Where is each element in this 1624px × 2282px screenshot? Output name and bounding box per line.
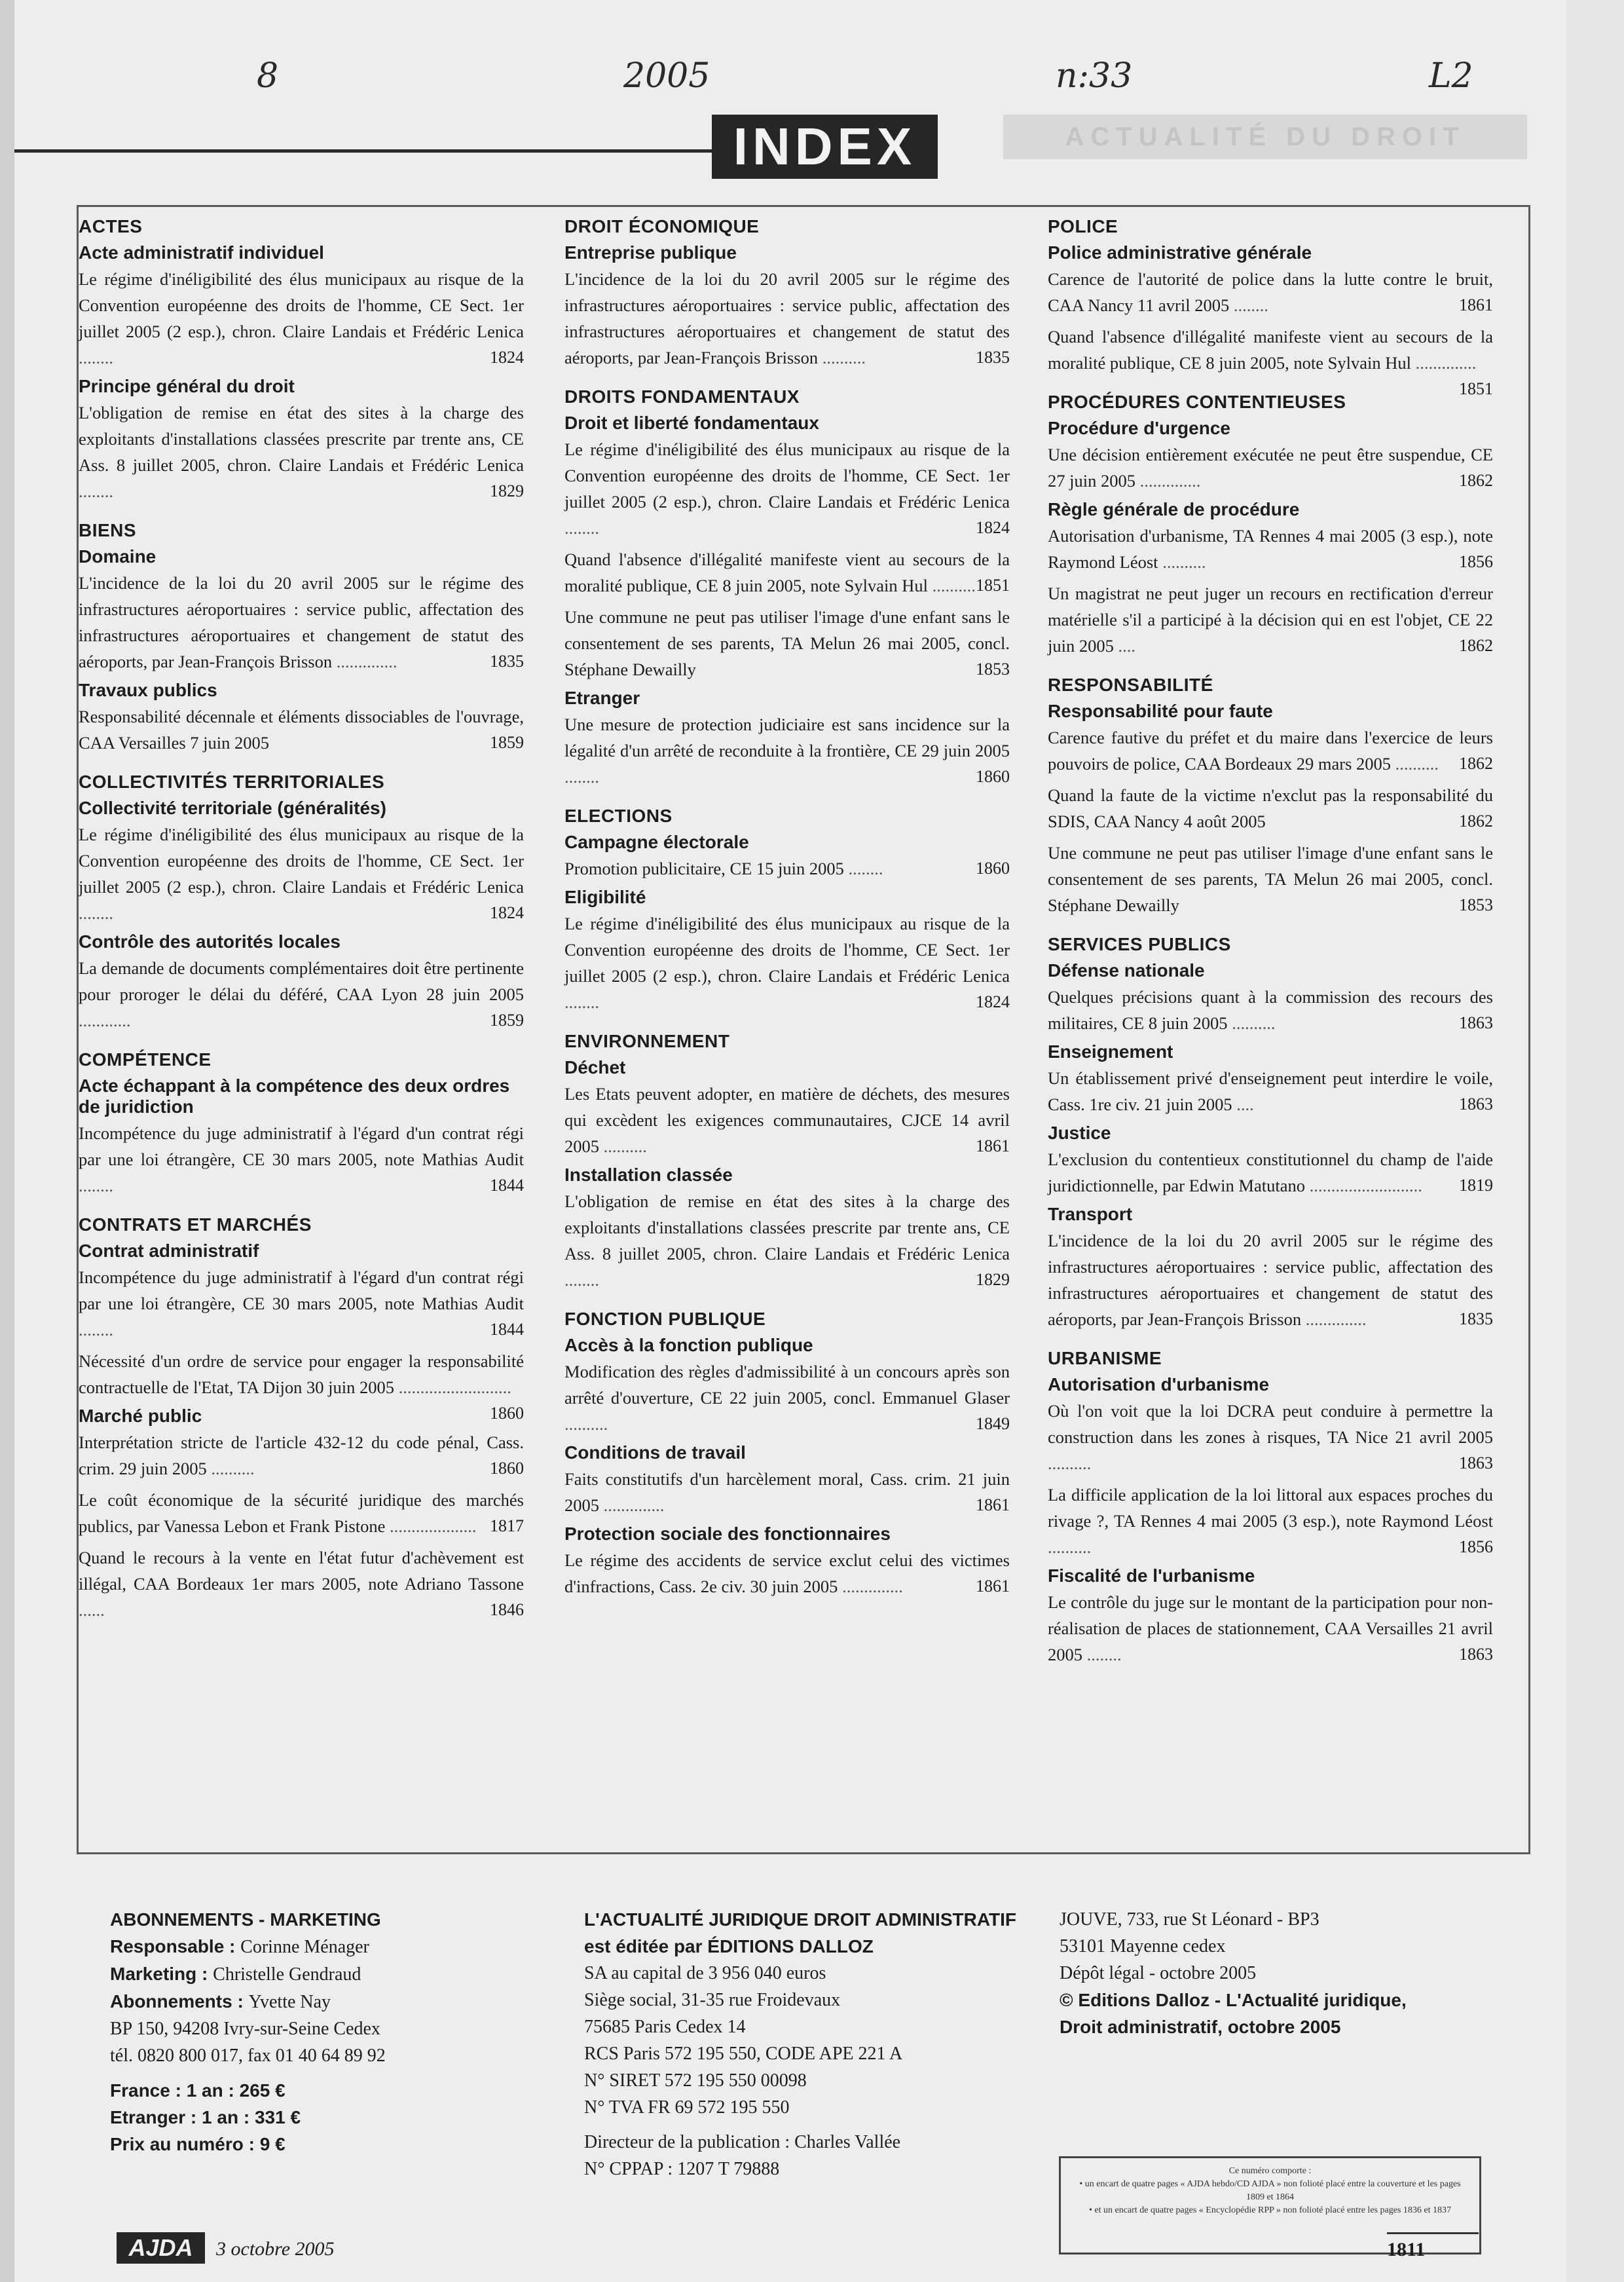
page-number: 1861 bbox=[976, 1577, 1010, 1596]
section-heading: CONTRATS ET MARCHÉS bbox=[79, 1214, 312, 1235]
subsection-heading: Acte administratif individuel bbox=[79, 242, 324, 263]
subsection-heading: Procédure d'urgence bbox=[1048, 418, 1230, 438]
section-heading: POLICE bbox=[1048, 216, 1118, 236]
subsection-heading: Déchet bbox=[564, 1057, 626, 1077]
footer-line: Abonnements : Yvette Nay bbox=[110, 1991, 331, 2012]
footer-line: Marketing : Christelle Gendraud bbox=[110, 1964, 361, 1985]
page-number: 1824 bbox=[976, 992, 1010, 1011]
subsection-heading: Responsabilité pour faute bbox=[1048, 701, 1273, 721]
section-heading: RESPONSABILITÉ bbox=[1048, 675, 1213, 695]
footer-line: BP 150, 94208 Ivry-sur-Seine Cedex bbox=[110, 2019, 380, 2039]
page-number: 1829 bbox=[976, 1270, 1010, 1289]
section-heading: SERVICES PUBLICS bbox=[1048, 934, 1231, 954]
page-binding bbox=[0, 0, 16, 2282]
index-entry: Où l'on voit que la loi DCRA peut conduire à permettre la construction dans les zones à risques, TA Nice 21 avril 2005 .......... 1863 bbox=[1048, 1398, 1493, 1476]
subsection-heading: Eligibilité bbox=[564, 887, 646, 907]
footer-heading: est éditée par ÉDITIONS DALLOZ bbox=[584, 1936, 874, 1956]
index-entry: L'incidence de la loi du 20 avril 2005 sur le régime des infrastructures aéroportuaires : service public, affectation des infrastructures aéroportuaires et changement de statut des aéroports, par Jean-François Brisson .............. 1835 bbox=[79, 570, 524, 675]
subsection-heading: Enseignement bbox=[1048, 1041, 1173, 1062]
index-entry: L'incidence de la loi du 20 avril 2005 sur le régime des infrastructures aéroportuaires : service public, affectation des infrastructures aéroportuaires et changement de statut des aéroports, par Jean-François Brisson .......... 1835 bbox=[564, 266, 1010, 371]
copyright-line: © Editions Dalloz - L'Actualité juridique, bbox=[1060, 1990, 1407, 2010]
index-entry: Modification des règles d'admissibilité à un concours après son arrêté d'ouverture, CE 22 juin 2005, concl. Emmanuel Glaser .......... 1849 bbox=[564, 1358, 1010, 1437]
index-entry: La difficile application de la loi littoral aux espaces proches du rivage ?, TA Rennes 4 mai 2005 (3 esp.), note Raymond Léost .......... 1856 bbox=[1048, 1482, 1493, 1560]
index-entry: Le régime des accidents de service exclut celui des victimes d'infractions, Cass. 2e civ. 30 juin 2005 .............. 1861 bbox=[564, 1547, 1010, 1599]
subsection-heading: Travaux publics bbox=[79, 680, 217, 700]
index-entry: L'incidence de la loi du 20 avril 2005 sur le régime des infrastructures aéroportuaires : service public, affectation des infrastructures aéroportuaires et changement de statut des aéroports, par Jean-François Brisson .............. 1835 bbox=[1048, 1227, 1493, 1332]
index-title: INDEX bbox=[712, 115, 938, 179]
page-number: 1817 bbox=[490, 1516, 524, 1535]
footer-publisher bbox=[584, 1906, 1043, 2182]
index-entry: La demande de documents complémentaires doit être pertinente pour proroger le délai du déféré, CAA Lyon 28 juin 2005 ............ 1859 bbox=[79, 955, 524, 1034]
subsection-heading: Entreprise publique bbox=[564, 242, 737, 263]
page-number: 1856 bbox=[1459, 552, 1493, 571]
page-number: 1829 bbox=[490, 481, 524, 500]
index-entry: Le régime d'inéligibilité des élus municipaux au risque de la Convention européenne des droits de l'homme, CE Sect. 1er juillet 2005 (2 esp.), chron. Claire Landais et Frédéric Lenica ........ 1824 bbox=[79, 821, 524, 926]
subsection-heading: Défense nationale bbox=[1048, 960, 1205, 981]
price-line: Etranger : 1 an : 331 € bbox=[110, 2107, 301, 2127]
index-entry: Le régime d'inéligibilité des élus municipaux au risque de la Convention européenne des droits de l'homme, CE Sect. 1er juillet 2005 (2 esp.), chron. Claire Landais et Frédéric Lenica ........ 1824 bbox=[79, 266, 524, 371]
copyright-line: Droit administratif, octobre 2005 bbox=[1060, 2017, 1341, 2037]
page-number: 1844 bbox=[490, 1320, 524, 1339]
index-entry: L'obligation de remise en état des sites à la charge des exploitants d'installations classées prescrite par trente ans, CE Ass. 8 juillet 2005, chron. Claire Landais et Frédéric Lenica ........ 1829 bbox=[564, 1188, 1010, 1293]
footer-heading: ABONNEMENTS - MARKETING bbox=[110, 1909, 381, 1930]
show-through-banner: ACTUALITÉ DU DROIT bbox=[1003, 115, 1527, 159]
footer-line: Dépôt légal - octobre 2005 bbox=[1060, 1963, 1257, 1983]
handwritten-note-number: n:33 bbox=[1056, 56, 1133, 96]
subsection-heading: Contrôle des autorités locales bbox=[79, 931, 341, 952]
footer-line: 75685 Paris Cedex 14 bbox=[584, 2017, 746, 2037]
footer-line: RCS Paris 572 195 550, CODE APE 221 A bbox=[584, 2044, 903, 2064]
index-entry: Quelques précisions quant à la commission des recours des militaires, CE 8 juin 2005 .......... 1863 bbox=[1048, 984, 1493, 1036]
index-entry: Carence de l'autorité de police dans la lutte contre le bruit, CAA Nancy 11 avril 2005 ........ 1861 bbox=[1048, 266, 1493, 318]
index-entry: Une mesure de protection judiciaire est sans incidence sur la légalité d'un arrêté de reconduite à la frontière, CE 29 juin 2005 ........ 1860 bbox=[564, 711, 1010, 790]
subsection-heading: Contrat administratif bbox=[79, 1241, 259, 1261]
subsection-heading: Transport bbox=[1048, 1204, 1133, 1224]
footer-line: tél. 0820 800 017, fax 01 40 64 89 92 bbox=[110, 2046, 386, 2066]
index-entry: Incompétence du juge administratif à l'égard d'un contrat régi par une loi étrangère, CE 30 mars 2005, note Mathias Audit ........ 1844 bbox=[79, 1120, 524, 1199]
issue-date: 3 octobre 2005 bbox=[216, 2238, 335, 2260]
page-number: 1862 bbox=[1459, 812, 1493, 831]
subsection-heading: Droit et liberté fondamentaux bbox=[564, 413, 819, 433]
index-column-3 bbox=[1048, 216, 1493, 1673]
subsection-heading: Justice bbox=[1048, 1123, 1111, 1143]
page-number: 1853 bbox=[976, 660, 1010, 679]
page-number: 1861 bbox=[976, 1136, 1010, 1155]
index-entry: Responsabilité décennale et éléments dissociables de l'ouvrage, CAA Versailles 7 juin 2005 1859 bbox=[79, 703, 524, 756]
page-number: 1851 bbox=[1459, 379, 1493, 398]
folio-page-number: 1811 bbox=[1387, 2232, 1479, 2266]
page-number: 1860 bbox=[976, 767, 1010, 786]
page-number: 1861 bbox=[1459, 295, 1493, 314]
subsection-heading: Marché public bbox=[79, 1406, 202, 1426]
footer-line: SA au capital de 3 956 040 euros bbox=[584, 1963, 826, 1983]
footer-line: N° SIRET 572 195 550 00098 bbox=[584, 2070, 807, 2091]
handwritten-note-right: L2 bbox=[1429, 56, 1473, 96]
page-number: 1819 bbox=[1459, 1176, 1493, 1195]
page-number: 1853 bbox=[1459, 895, 1493, 914]
page-number: 1860 bbox=[976, 859, 1010, 878]
page-number: 1863 bbox=[1459, 1094, 1493, 1113]
page-number: 1860 bbox=[490, 1404, 524, 1423]
index-entry: Le contrôle du juge sur le montant de la participation pour non-réalisation de places de stationnement, CAA Versailles 21 avril 2005 ........ 1863 bbox=[1048, 1589, 1493, 1668]
price-line: France : 1 an : 265 € bbox=[110, 2080, 286, 2101]
index-entry: Le régime d'inéligibilité des élus municipaux au risque de la Convention européenne des droits de l'homme, CE Sect. 1er juillet 2005 (2 esp.), chron. Claire Landais et Frédéric Lenica ........ 1824 bbox=[564, 910, 1010, 1015]
footer-heading: L'ACTUALITÉ JURIDIQUE DROIT ADMINISTRATIF bbox=[584, 1909, 1016, 1930]
page-number: 1862 bbox=[1459, 471, 1493, 490]
footer-printer bbox=[1060, 1906, 1518, 2040]
index-entry: Promotion publicitaire, CE 15 juin 2005 ........ 1860 bbox=[564, 855, 1010, 882]
subsection-heading: Etranger bbox=[564, 688, 640, 708]
handwritten-note-left: 8 bbox=[257, 56, 279, 96]
page-number: 1862 bbox=[1459, 636, 1493, 655]
notice-line: • et un encart de quatre pages « Encyclopédie RPP » non folioté placé entre les pages 1836 et 1837 bbox=[1089, 2205, 1451, 2215]
section-heading: DROITS FONDAMENTAUX bbox=[564, 386, 800, 407]
section-heading: FONCTION PUBLIQUE bbox=[564, 1309, 766, 1329]
notice-line: Ce numéro comporte : bbox=[1228, 2166, 1312, 2176]
subsection-heading: Police administrative générale bbox=[1048, 242, 1312, 263]
page-number: 1846 bbox=[490, 1600, 524, 1619]
page-number: 1863 bbox=[1459, 1013, 1493, 1032]
index-entry: Nécessité d'un ordre de service pour engager la responsabilité contractuelle de l'Etat, TA Dijon 30 juin 2005 .......................... 1860 bbox=[79, 1348, 524, 1400]
subsection-heading: Installation classée bbox=[564, 1165, 733, 1185]
index-entry: L'obligation de remise en état des sites à la charge des exploitants d'installations classées prescrite par trente ans, CE Ass. 8 juillet 2005, chron. Claire Landais et Frédéric Lenica ........ 1829 bbox=[79, 400, 524, 504]
index-column-2 bbox=[564, 216, 1010, 1605]
page-number: 1849 bbox=[976, 1414, 1010, 1433]
page-number: 1860 bbox=[490, 1459, 524, 1478]
index-entry: Une décision entièrement exécutée ne peut être suspendue, CE 27 juin 2005 .............. 1862 bbox=[1048, 441, 1493, 494]
index-entry: Interprétation stricte de l'article 432-12 du code pénal, Cass. crim. 29 juin 2005 .......... 1860 bbox=[79, 1429, 524, 1482]
section-heading: DROIT ÉCONOMIQUE bbox=[564, 216, 760, 236]
index-entry: Un établissement privé d'enseignement peut interdire le voile, Cass. 1re civ. 21 juin 2005 .... 1863 bbox=[1048, 1065, 1493, 1117]
subsection-heading: Principe général du droit bbox=[79, 376, 295, 396]
subsection-heading: Accès à la fonction publique bbox=[564, 1335, 813, 1355]
page-number: 1862 bbox=[1459, 754, 1493, 773]
index-entry: Quand l'absence d'illégalité manifeste vient au secours de la moralité publique, CE 8 juin 2005, note Sylvain Hul .......... 1851 bbox=[564, 546, 1010, 599]
page-number: 1844 bbox=[490, 1176, 524, 1195]
page-number: 1856 bbox=[1459, 1537, 1493, 1556]
section-heading: COMPÉTENCE bbox=[79, 1049, 212, 1070]
header-rule bbox=[14, 149, 715, 153]
handwritten-note-year: 2005 bbox=[623, 56, 710, 96]
index-entry: Une commune ne peut pas utiliser l'image d'une enfant sans le consentement de ses parents, TA Melun 26 mai 2005, concl. Stéphane Dewailly 1853 bbox=[564, 604, 1010, 683]
page-number: 1824 bbox=[490, 903, 524, 922]
footer-subscriptions bbox=[110, 1906, 542, 2158]
footer-line: Responsable : Corinne Ménager bbox=[110, 1936, 369, 1957]
index-entry: Le coût économique de la sécurité juridique des marchés publics, par Vanessa Lebon et Frank Pistone .................... 1817 bbox=[79, 1487, 524, 1539]
page-number: 1859 bbox=[490, 733, 524, 752]
footer-line: 53101 Mayenne cedex bbox=[1060, 1936, 1226, 1956]
subsection-heading: Protection sociale des fonctionnaires bbox=[564, 1524, 891, 1544]
section-heading: PROCÉDURES CONTENTIEUSES bbox=[1048, 392, 1346, 412]
subsection-heading: Fiscalité de l'urbanisme bbox=[1048, 1565, 1255, 1586]
index-entry: Faits constitutifs d'un harcèlement moral, Cass. crim. 21 juin 2005 .............. 1861 bbox=[564, 1466, 1010, 1518]
index-entry: L'exclusion du contentieux constitutionnel du champ de l'aide juridictionnelle, par Edwin Matutano .......................... 1819 bbox=[1048, 1146, 1493, 1199]
subsection-heading: Acte échappant à la compétence des deux ordres de juridiction bbox=[79, 1076, 510, 1117]
section-heading: URBANISME bbox=[1048, 1348, 1162, 1368]
index-entry: Quand le recours à la vente en l'état futur d'achèvement est illégal, CAA Bordeaux 1er mars 2005, note Adriano Tassone ...... 1846 bbox=[79, 1544, 524, 1623]
page-number: 1861 bbox=[976, 1495, 1010, 1514]
index-entry: Autorisation d'urbanisme, TA Rennes 4 mai 2005 (3 esp.), note Raymond Léost .......... 1856 bbox=[1048, 523, 1493, 575]
page-number: 1824 bbox=[490, 348, 524, 367]
page-number: 1835 bbox=[490, 652, 524, 671]
index-entry: Les Etats peuvent adopter, en matière de déchets, des mesures qui excèdent les exigences communautaires, CJCE 14 avril 2005 .......... 1861 bbox=[564, 1081, 1010, 1159]
subsection-heading: Domaine bbox=[79, 546, 157, 567]
subsection-heading: Autorisation d'urbanisme bbox=[1048, 1374, 1270, 1394]
section-heading: ELECTIONS bbox=[564, 806, 673, 826]
index-entry: Un magistrat ne peut juger un recours en rectification d'erreur matérielle s'il a participé à la décision qui en est l'objet, CE 22 juin 2005 .... 1862 bbox=[1048, 580, 1493, 659]
footer-line: JOUVE, 733, rue St Léonard - BP3 bbox=[1060, 1909, 1320, 1930]
page-number: 1859 bbox=[490, 1011, 524, 1030]
notice-line: • un encart de quatre pages « AJDA hebdo/CD AJDA » non folioté placé entre la couverture et les pages 1809 et 1864 bbox=[1079, 2179, 1461, 2202]
page-number: 1835 bbox=[1459, 1309, 1493, 1328]
footer-line: Directeur de la publication : Charles Vallée bbox=[584, 2132, 901, 2152]
index-entry: Une commune ne peut pas utiliser l'image d'une enfant sans le consentement de ses parents, TA Melun 26 mai 2005, concl. Stéphane Dewailly 1853 bbox=[1048, 840, 1493, 918]
index-entry: Incompétence du juge administratif à l'égard d'un contrat régi par une loi étrangère, CE 30 mars 2005, note Mathias Audit ........ 1844 bbox=[79, 1264, 524, 1343]
page-number: 1863 bbox=[1459, 1645, 1493, 1664]
subsection-heading: Règle générale de procédure bbox=[1048, 499, 1300, 519]
subsection-heading: Campagne électorale bbox=[564, 832, 749, 852]
page-number: 1851 bbox=[976, 576, 1010, 595]
price-line: Prix au numéro : 9 € bbox=[110, 2134, 286, 2154]
index-column-1 bbox=[79, 216, 524, 1628]
index-entry: Quand la faute de la victime n'exclut pas la responsabilité du SDIS, CAA Nancy 4 août 2005 1862 bbox=[1048, 782, 1493, 834]
section-heading: ACTES bbox=[79, 216, 143, 236]
section-heading: COLLECTIVITÉS TERRITORIALES bbox=[79, 772, 385, 792]
subsection-heading: Conditions de travail bbox=[564, 1442, 746, 1463]
footer-line: N° CPPAP : 1207 T 79888 bbox=[584, 2159, 780, 2179]
page-number: 1824 bbox=[976, 518, 1010, 537]
footer-line: Siège social, 31-35 rue Froidevaux bbox=[584, 1990, 841, 2010]
section-heading: BIENS bbox=[79, 520, 137, 540]
index-entry: Quand l'absence d'illégalité manifeste vient au secours de la moralité publique, CE 8 juin 2005, note Sylvain Hul .............. 1851 bbox=[1048, 324, 1493, 376]
ajda-logo: AJDA bbox=[117, 2232, 205, 2264]
page-number: 1835 bbox=[976, 348, 1010, 367]
index-entry: Carence fautive du préfet et du maire dans l'exercice de leurs pouvoirs de police, CAA Bordeaux 29 mars 2005 .......... 1862 bbox=[1048, 724, 1493, 777]
footer-line: N° TVA FR 69 572 195 550 bbox=[584, 2097, 790, 2118]
subsection-heading: Collectivité territoriale (généralités) bbox=[79, 798, 386, 818]
index-entry: Le régime d'inéligibilité des élus municipaux au risque de la Convention européenne des droits de l'homme, CE Sect. 1er juillet 2005 (2 esp.), chron. Claire Landais et Frédéric Lenica ........ 1824 bbox=[564, 436, 1010, 541]
section-heading: ENVIRONNEMENT bbox=[564, 1031, 730, 1051]
page-number: 1863 bbox=[1459, 1453, 1493, 1472]
